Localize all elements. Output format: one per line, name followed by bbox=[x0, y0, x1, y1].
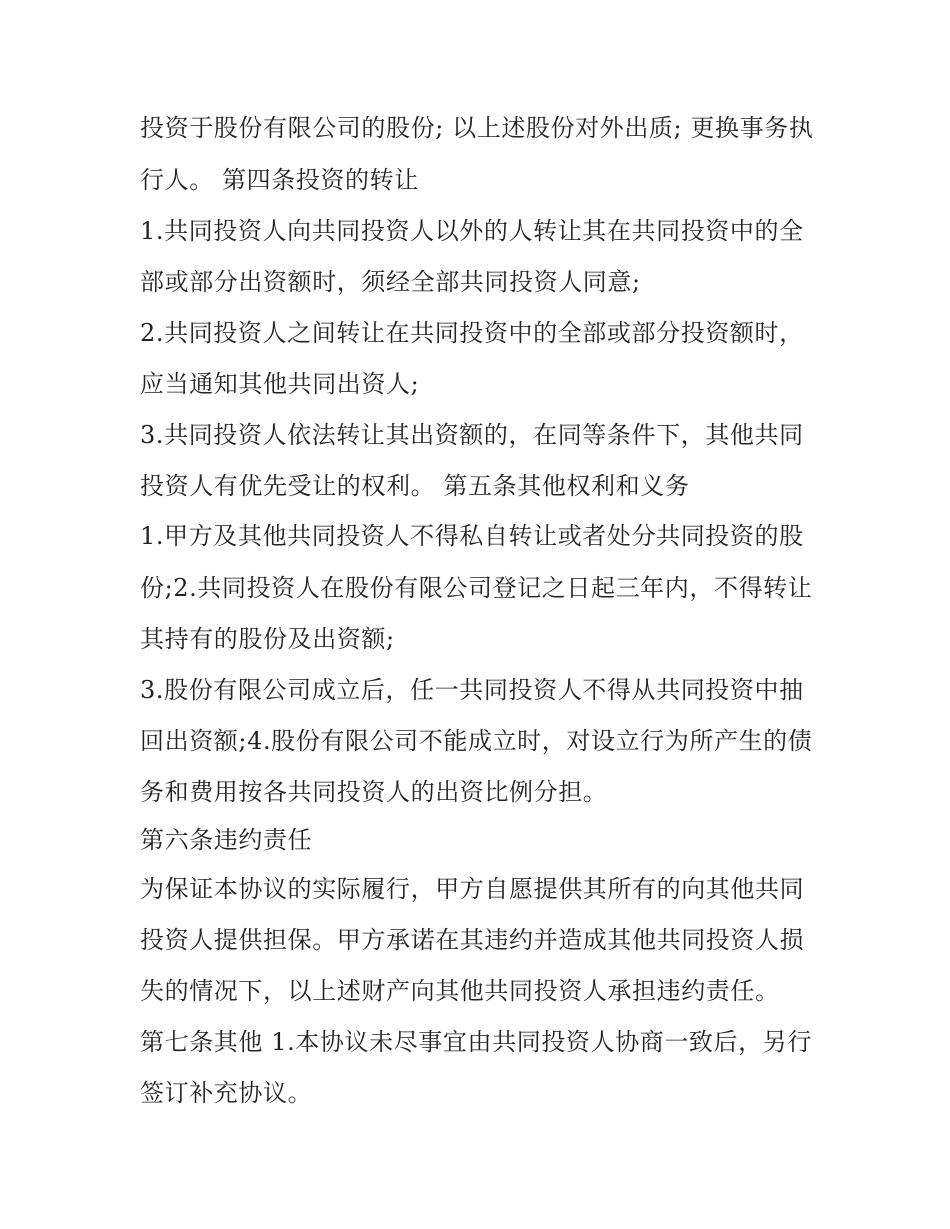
text-line: 第七条其他 1.本协议未尽事宜由共同投资人协商一致后，另行 bbox=[140, 1028, 812, 1056]
text-line: 2.共同投资人之间转让在共同投资中的全部或部分投资额时， bbox=[140, 319, 804, 347]
text-line: 回出资额;4.股份有限公司不能成立时，对设立行为所产生的债 bbox=[140, 727, 813, 755]
text-line: 为保证本协议的实际履行，甲方自愿提供其所有的向其他共同 bbox=[140, 875, 805, 903]
text-line: 行人。 第四条投资的转让 bbox=[140, 166, 419, 194]
text-line: 失的情况下，以上述财产向其他共同投资人承担违约责任。 bbox=[140, 977, 780, 1005]
text-line: 投资于股份有限公司的股份; 以上述股份对外出质; 更换事务执 bbox=[140, 114, 814, 142]
text-line: 部或部分出资额时，须经全部共同投资人同意; bbox=[140, 268, 641, 296]
text-line: 1.甲方及其他共同投资人不得私自转让或者处分共同投资的股 bbox=[140, 522, 804, 550]
text-line: 3.股份有限公司成立后，任一共同投资人不得从共同投资中抽 bbox=[140, 676, 804, 704]
text-line: 投资人提供担保。甲方承诺在其违约并造成其他共同投资人损 bbox=[140, 926, 805, 954]
text-line: 应当通知其他共同出资人; bbox=[140, 370, 420, 398]
text-line: 份;2.共同投资人在股份有限公司登记之日起三年内，不得转让 bbox=[140, 574, 813, 602]
text-line: 1.共同投资人向共同投资人以外的人转让其在共同投资中的全 bbox=[140, 217, 804, 245]
text-line: 3.共同投资人依法转让其出资额的，在同等条件下，其他共同 bbox=[140, 421, 804, 449]
text-line: 投资人有优先受让的权利。 第五条其他权利和义务 bbox=[140, 472, 690, 500]
text-line: 务和费用按各共同投资人的出资比例分担。 bbox=[140, 778, 608, 806]
section-heading: 第六条违约责任 bbox=[140, 826, 313, 854]
text-line: 其持有的股份及出资额; bbox=[140, 625, 395, 653]
text-line: 签订补充协议。 bbox=[140, 1079, 313, 1107]
